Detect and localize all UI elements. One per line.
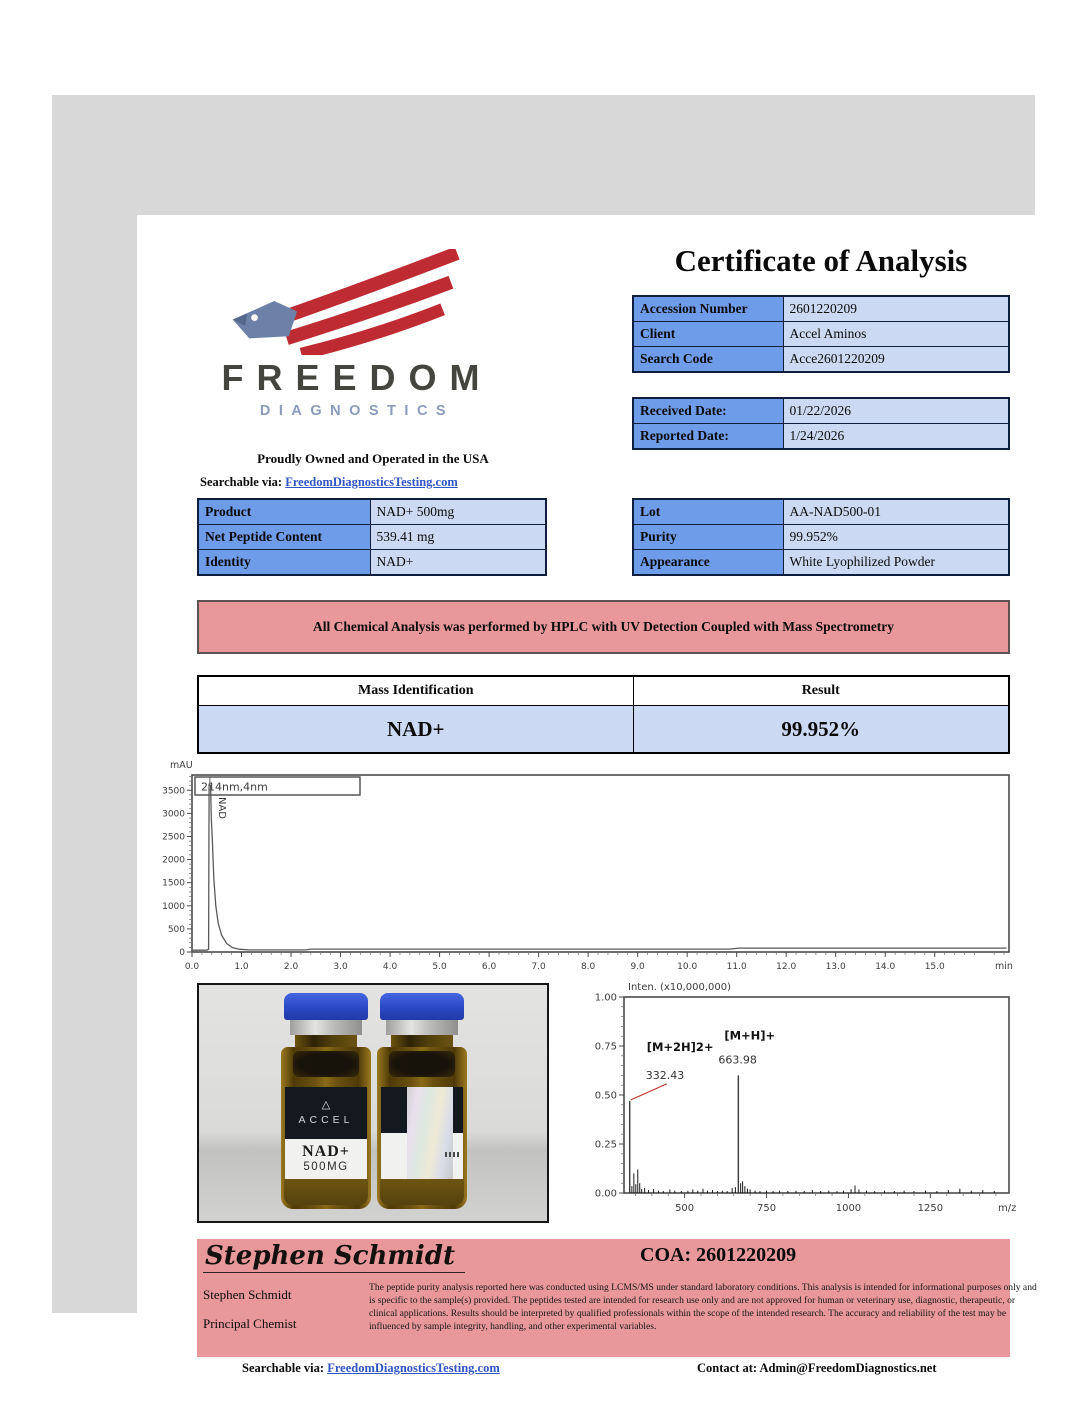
svg-text:4.0: 4.0	[382, 962, 398, 972]
vial-brand-text: ACCEL	[298, 1114, 354, 1126]
svg-text:[M+2H]2+: [M+2H]2+	[646, 1039, 714, 1054]
svg-text:Inten. (x10,000,000): Inten. (x10,000,000)	[628, 982, 732, 993]
svg-text:6.0: 6.0	[481, 962, 497, 972]
eagle-flag-logo-icon	[222, 249, 472, 355]
svg-text:1250: 1250	[917, 1203, 944, 1214]
footer-contact: Contact at: Admin@FreedomDiagnostics.net	[697, 1361, 937, 1375]
table-row	[633, 550, 1009, 576]
mass-id-value-cell: NAD+	[198, 706, 633, 754]
table-row	[633, 499, 1009, 525]
analysis-method-text: All Chemical Analysis was performed by HPLC with UV Detection Coupled with Mass Spectrometry	[312, 619, 895, 634]
svg-text:12.0: 12.0	[776, 962, 797, 972]
svg-text:750: 750	[756, 1203, 777, 1214]
document-page	[137, 215, 1054, 1382]
svg-text:1000: 1000	[162, 901, 185, 912]
product-value-cell: NAD+ 500mg	[370, 499, 546, 525]
svg-text:0.25: 0.25	[594, 1139, 617, 1151]
page-shadow-frame	[52, 95, 1037, 1375]
mass-id-header-cell: Mass Identification	[198, 676, 633, 706]
vial-neck	[295, 1035, 357, 1047]
svg-text:8.0: 8.0	[580, 962, 596, 972]
product-value-cell: NAD+	[370, 550, 546, 576]
lot-value-cell: White Lyophilized Powder	[783, 550, 1009, 576]
table-row	[198, 706, 1009, 754]
lot-value-cell: AA-NAD500-01	[783, 499, 1009, 525]
holographic-strip	[407, 1087, 453, 1183]
svg-text:214nm,4nm: 214nm,4nm	[201, 780, 268, 794]
table-row	[633, 398, 1009, 424]
lot-table	[632, 498, 1010, 576]
product-label-cell: Net Peptide Content	[198, 525, 370, 550]
table-row	[633, 296, 1009, 322]
info-value-cell: Accel Aminos	[783, 322, 1009, 347]
vial-neck	[391, 1035, 453, 1047]
svg-text:0.50: 0.50	[594, 1090, 617, 1102]
product-label-cell: Identity	[198, 550, 370, 576]
svg-text:0.00: 0.00	[594, 1188, 617, 1200]
footer-searchable-line	[242, 1361, 500, 1376]
svg-text:7.0: 7.0	[531, 962, 546, 972]
info-label-cell: Search Code	[633, 347, 783, 373]
svg-text:13.0: 13.0	[825, 962, 846, 972]
product-value-cell: 539.41 mg	[370, 525, 546, 550]
lyophilized-powder	[284, 1179, 368, 1205]
vial-cap	[284, 993, 368, 1020]
vial-stopper	[293, 1051, 359, 1077]
date-value-cell: 01/22/2026	[783, 398, 1009, 424]
accel-triangle-icon: △	[321, 1099, 331, 1111]
analysis-method-banner	[197, 600, 1010, 654]
footer-searchable-link[interactable]: FreedomDiagnosticsTesting.com	[327, 1361, 500, 1375]
svg-text:NAD: NAD	[215, 797, 227, 820]
searchable-label: Searchable via:	[200, 475, 283, 489]
product-table	[197, 498, 547, 576]
svg-text:332.43: 332.43	[645, 1068, 685, 1082]
lot-label-cell: Lot	[633, 499, 783, 525]
vial-back	[377, 993, 467, 1211]
svg-text:1500: 1500	[162, 878, 185, 889]
svg-text:11.0: 11.0	[726, 962, 747, 972]
svg-text:10.0: 10.0	[677, 962, 698, 972]
searchable-link[interactable]: FreedomDiagnosticsTesting.com	[285, 475, 458, 489]
result-value-cell: 99.952%	[633, 706, 1009, 754]
svg-text:1.0: 1.0	[234, 962, 249, 972]
info-label-cell: Accession Number	[633, 296, 783, 322]
vial-crimp-seal	[386, 1020, 458, 1035]
signer-name: Stephen Schmidt	[203, 1287, 292, 1302]
disclaimer-text: The peptide purity analysis reported here was conducted using LCMS/MS under standard laboratory conditions. This analysis is intended for informational purposes only and is specific to the sample(s) provided. The peptides tested are intended for research use only and are not approved for human or veterinary use, diagnostic, therapeutic, or clinical applications. Results should be interpreted by qualified professionals within the scope of the intended research. The accuracy and reliability of the test may be influenced by sample integrity, handling, and other experimental variables.	[369, 1282, 1037, 1332]
signature-script: Stephen Schmidt	[203, 1241, 465, 1273]
date-label-cell: Reported Date:	[633, 424, 783, 450]
vial-body	[281, 1047, 371, 1209]
accession-info-table	[632, 295, 1010, 373]
svg-text:mAU: mAU	[170, 760, 193, 771]
vial-label	[285, 1087, 367, 1183]
signer-title: Principal Chemist	[203, 1316, 297, 1331]
svg-text:1.00: 1.00	[594, 992, 617, 1004]
svg-text:3.0: 3.0	[333, 962, 348, 972]
header-searchable-line	[200, 475, 458, 490]
date-label-cell: Received Date:	[633, 398, 783, 424]
vial-label-partial	[381, 1087, 463, 1183]
svg-text:2.0: 2.0	[283, 962, 299, 972]
vial-label-brand-block	[285, 1087, 367, 1139]
vial-stopper	[389, 1051, 455, 1077]
signature-block	[197, 1239, 1037, 1357]
info-label-cell: Client	[633, 322, 783, 347]
certificate-title: Certificate of Analysis	[674, 243, 968, 278]
svg-text:2500: 2500	[162, 832, 185, 843]
vial-cap	[380, 993, 464, 1020]
diagnostics-wordmark: DIAGNOSTICS	[259, 403, 455, 419]
svg-text:9.0: 9.0	[630, 962, 645, 972]
table-row	[198, 676, 1009, 706]
lyophilized-powder	[380, 1179, 464, 1205]
mass-spectrum-chart	[577, 975, 1017, 1230]
lot-value-cell: 99.952%	[783, 525, 1009, 550]
result-header-cell: Result	[633, 676, 1009, 706]
info-value-cell: 2601220209	[783, 296, 1009, 322]
usa-tagline: Proudly Owned and Operated in the USA	[257, 451, 489, 466]
freedom-wordmark: FREEDOM	[221, 357, 493, 398]
footer-searchable-label: Searchable via:	[242, 1361, 325, 1375]
vial-body	[377, 1047, 467, 1209]
vial-front	[281, 993, 371, 1211]
lot-label-cell: Appearance	[633, 550, 783, 576]
svg-text:2000: 2000	[162, 855, 185, 866]
coa-number: COA: 2601220209	[640, 1244, 797, 1266]
hplc-chromatogram-chart	[147, 755, 1037, 990]
table-row	[633, 322, 1009, 347]
svg-text:min: min	[995, 961, 1013, 972]
svg-text:5.0: 5.0	[432, 962, 447, 972]
info-value-cell: Acce2601220209	[783, 347, 1009, 373]
svg-text:3000: 3000	[162, 809, 185, 820]
svg-text:14.0: 14.0	[875, 962, 896, 972]
svg-text:0: 0	[179, 948, 185, 958]
svg-text:663.98: 663.98	[718, 1053, 757, 1067]
svg-text:m/z: m/z	[998, 1203, 1017, 1214]
lot-label-cell: Purity	[633, 525, 783, 550]
dates-table	[632, 397, 1010, 450]
svg-text:500: 500	[675, 1203, 695, 1214]
table-row	[633, 525, 1009, 550]
table-row	[198, 550, 546, 576]
mass-identification-table	[197, 675, 1010, 754]
table-row	[633, 424, 1009, 450]
svg-text:1000: 1000	[835, 1203, 862, 1214]
svg-text:15.0: 15.0	[924, 962, 945, 972]
svg-text:[M+H]+: [M+H]+	[724, 1028, 776, 1043]
svg-text:0.75: 0.75	[594, 1041, 617, 1053]
date-value-cell: 1/24/2026	[783, 424, 1009, 450]
vial-crimp-seal	[290, 1020, 362, 1035]
table-row	[633, 347, 1009, 373]
svg-text:3500: 3500	[162, 786, 185, 797]
svg-text:0.0: 0.0	[184, 962, 200, 972]
vial-product-name: NAD+	[302, 1143, 350, 1160]
svg-text:500: 500	[167, 924, 185, 935]
table-row	[198, 499, 546, 525]
micro-print-mark	[445, 1152, 461, 1157]
vial-dose-text: 500MG	[303, 1161, 349, 1173]
table-row	[198, 525, 546, 550]
product-label-cell: Product	[198, 499, 370, 525]
product-vial-photo	[197, 983, 549, 1223]
